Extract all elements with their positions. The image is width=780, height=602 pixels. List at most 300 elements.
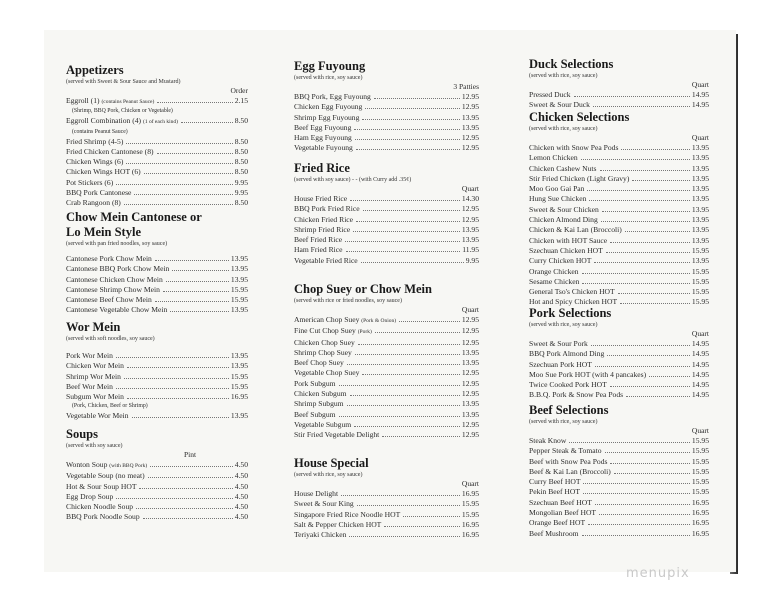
menu-item-detail: (contains Peanut Sauce) xyxy=(101,99,155,105)
menu-item xyxy=(529,339,709,349)
menu-item-price: 14.95 xyxy=(691,390,709,400)
section-subtitle: (served with soy sauce) xyxy=(66,443,123,449)
menu-item-name: House Delight xyxy=(294,489,339,498)
dot-leader xyxy=(170,311,229,312)
menu-item-price: 14.95 xyxy=(691,369,709,379)
menu-item-price: 16.95 xyxy=(461,530,479,540)
column-header: Quart xyxy=(691,329,709,338)
menu-item-price: 8.50 xyxy=(234,198,248,208)
menu-item-note: (contains Peanut Sauce) xyxy=(72,128,128,135)
dot-leader xyxy=(345,241,460,242)
menu-item-price: 15.95 xyxy=(230,371,248,381)
menu-item-name: Orange Chicken xyxy=(529,266,579,276)
dot-leader xyxy=(591,345,690,346)
menu-item-price: 13.95 xyxy=(230,351,248,360)
menu-item-price: 12.95 xyxy=(461,214,479,224)
menu-item-name: Chicken Cashew Nuts xyxy=(529,163,597,173)
dot-leader xyxy=(358,344,460,345)
dot-leader xyxy=(382,436,460,437)
menu-item xyxy=(294,420,479,430)
menu-item xyxy=(529,215,709,225)
menu-item xyxy=(294,194,479,204)
menu-item-price: 9.95 xyxy=(234,177,248,187)
menu-item xyxy=(529,174,709,184)
menu-item-name: Cantonese BBQ Pork Chow Mein xyxy=(66,264,170,274)
menu-item xyxy=(294,215,479,225)
menu-item-name: BBQ Pork Fried Rice xyxy=(294,204,360,214)
dot-leader xyxy=(181,122,233,123)
dot-leader xyxy=(136,508,233,509)
dot-leader xyxy=(134,194,232,195)
menu-item-name: Singapore Fried Rice Noodle HOT xyxy=(294,509,401,519)
dot-leader xyxy=(582,273,690,274)
menu-item-price: 16.95 xyxy=(691,528,709,538)
menu-item-name: Chicken Fried Rice xyxy=(294,214,354,224)
dot-leader xyxy=(127,367,229,368)
dot-leader xyxy=(621,149,689,150)
dot-leader xyxy=(354,426,460,427)
menu-item-name: Salt & Pepper Chicken HOT xyxy=(294,519,382,529)
menu-item xyxy=(294,499,479,509)
menu-item-name: Orange Beef HOT xyxy=(529,518,586,528)
menu-item xyxy=(529,164,709,174)
menu-item xyxy=(66,178,248,188)
dot-leader xyxy=(132,417,229,418)
menu-item-name: Pot Stickers (6) xyxy=(66,177,114,187)
menu-item-name: Curry Chicken HOT xyxy=(529,256,592,266)
menu-item-price: 13.95 xyxy=(230,254,248,263)
column-header: Quart xyxy=(691,133,709,142)
section-pork xyxy=(529,306,709,401)
menu-item-price: 12.95 xyxy=(461,326,479,336)
dot-leader xyxy=(403,516,460,517)
menu-item-name: Vegetable Wor Mein xyxy=(66,411,129,421)
section-title: Pork Selections xyxy=(529,306,612,320)
dot-leader xyxy=(363,210,460,211)
menu-item-name: BBQ Pork, Egg Fuyoung xyxy=(294,92,371,101)
menu-item xyxy=(66,188,248,198)
dot-leader xyxy=(384,526,460,527)
dot-leader xyxy=(362,119,460,120)
menu-item xyxy=(529,256,709,266)
menu-item-name: Moo Sue Pork HOT (with 4 pancakes) xyxy=(529,369,647,379)
menu-item-name: Crab Rangoon (8) xyxy=(66,198,121,208)
menu-item-price: 15.95 xyxy=(691,487,709,497)
menu-item-price: 13.95 xyxy=(461,235,479,245)
menu-item xyxy=(66,167,248,177)
menu-item-name: Chicken Noodle Soup xyxy=(66,502,134,512)
menu-item-detail: (Pork) xyxy=(357,329,372,336)
menu-item-price: 15.95 xyxy=(691,287,709,297)
item-list xyxy=(66,96,248,209)
dot-leader xyxy=(355,354,460,355)
section-title: Chicken Selections xyxy=(529,110,630,124)
menu-item-name: Chicken Chop Suey xyxy=(294,337,355,347)
menu-item-name: Chicken Almond Ding xyxy=(529,215,598,225)
menu-item-price: 14.95 xyxy=(691,100,709,110)
dot-leader xyxy=(605,452,690,453)
menu-item-price: 12.95 xyxy=(461,389,479,399)
menu-item xyxy=(294,113,479,123)
dot-leader xyxy=(126,143,232,144)
menu-item xyxy=(529,380,709,390)
dot-leader xyxy=(614,473,690,474)
menu-item xyxy=(529,370,709,380)
menu-item xyxy=(529,508,709,518)
menu-item xyxy=(529,277,709,287)
dot-leader xyxy=(362,374,460,375)
menu-item xyxy=(66,392,248,402)
menu-item-price: 9.95 xyxy=(234,188,248,198)
menu-item xyxy=(294,256,479,266)
menu-item-price: 14.95 xyxy=(691,339,709,348)
section-chop-suey xyxy=(294,282,479,441)
dot-leader xyxy=(582,283,690,284)
menu-item-price: 13.95 xyxy=(230,264,248,274)
menu-item-name: Vegetable Subgum xyxy=(294,419,352,429)
section-subtitle: (served with rice, soy sauce) xyxy=(529,73,598,79)
menu-item-price: 12.95 xyxy=(461,204,479,214)
menu-item xyxy=(294,368,479,378)
section-title-line-2: Lo Mein Style xyxy=(66,225,141,239)
menu-item-name: Cantonese Pork Chow Mein xyxy=(66,254,152,263)
menu-item-price: 8.50 xyxy=(234,116,248,126)
menu-item-name: Sesame Chicken xyxy=(529,276,580,286)
menu-item-name: Ham Fried Rice xyxy=(294,245,343,255)
menu-item-name: Chicken with HOT Sauce xyxy=(529,235,608,245)
menu-item-price: 16.95 xyxy=(691,508,709,518)
dot-leader xyxy=(124,378,229,379)
menu-item-name: Egg Drop Soup xyxy=(66,491,114,501)
menu-item-price: 13.95 xyxy=(230,411,248,421)
dot-leader xyxy=(587,190,689,191)
menu-item xyxy=(529,436,709,446)
menu-item xyxy=(294,204,479,214)
menu-item-price: 4.50 xyxy=(234,491,248,501)
menu-item-price: 16.95 xyxy=(691,518,709,528)
menu-item-price: 12.95 xyxy=(461,133,479,143)
menu-item-name: Cantonese Shrimp Chow Mein xyxy=(66,284,160,294)
dot-leader xyxy=(172,270,229,271)
menu-item-name: Moo Goo Gai Pan xyxy=(529,184,585,194)
menu-item xyxy=(294,143,479,153)
menu-item-price: 16.95 xyxy=(691,497,709,507)
dot-leader xyxy=(602,211,690,212)
menu-item xyxy=(529,518,709,528)
dot-leader xyxy=(155,301,229,302)
dot-leader xyxy=(574,96,690,97)
menu-item xyxy=(66,157,248,167)
menu-item-name: Chicken Egg Fuyoung xyxy=(294,102,363,112)
menu-item-name: Shrimp Fried Rice xyxy=(294,224,351,234)
section-duck xyxy=(529,57,709,111)
menu-item-price: 13.95 xyxy=(461,409,479,419)
menu-item-name: Sweet & Sour Chicken xyxy=(529,204,599,214)
menu-item xyxy=(66,254,248,264)
menu-item xyxy=(529,487,709,497)
menu-item xyxy=(66,96,248,107)
menu-item-name: Chicken Subgum xyxy=(294,389,347,399)
menu-item-detail: (Pork & Onion) xyxy=(361,318,397,324)
menu-item xyxy=(66,372,248,382)
menu-item-name: Beef Wor Mein xyxy=(66,381,113,391)
menu-item xyxy=(66,116,248,127)
menu-item-name: Ham Egg Fuyoung xyxy=(294,133,352,143)
menu-item-price: 15.95 xyxy=(230,284,248,294)
dot-leader xyxy=(606,252,690,253)
item-list xyxy=(294,92,479,154)
menu-item-price: 8.50 xyxy=(234,167,248,177)
section-fried-rice xyxy=(294,161,479,266)
menu-item-price: 12.95 xyxy=(461,378,479,388)
menu-item-price: 13.95 xyxy=(691,215,709,225)
menu-item xyxy=(66,382,248,392)
dot-leader xyxy=(593,106,690,107)
dot-leader xyxy=(349,536,460,537)
menu-item xyxy=(529,498,709,508)
dot-leader xyxy=(583,493,690,494)
menu-item xyxy=(66,305,248,315)
menu-item-name: Lemon Chicken xyxy=(529,153,578,163)
menu-item xyxy=(66,460,248,471)
menu-item-price: 13.95 xyxy=(691,194,709,204)
menu-item-price: 13.95 xyxy=(691,225,709,235)
menu-item-price: 13.95 xyxy=(461,112,479,122)
menu-item xyxy=(294,430,479,440)
menu-item-name: American Chop Suey xyxy=(294,315,360,324)
dot-leader xyxy=(157,153,233,154)
menu-item-price: 13.95 xyxy=(691,163,709,173)
menu-item xyxy=(294,235,479,245)
menu-item xyxy=(294,92,479,102)
menu-item-name: Chicken Wings HOT (6) xyxy=(66,167,141,177)
watermark-logo: menupix xyxy=(626,566,690,581)
item-list xyxy=(294,194,479,266)
menu-item-price: 12.95 xyxy=(461,368,479,378)
dot-leader xyxy=(607,355,690,356)
section-soups xyxy=(66,427,248,523)
menu-item-price: 12.95 xyxy=(461,315,479,324)
dot-leader xyxy=(581,159,690,160)
menu-item-name: Pork Subgum xyxy=(294,378,336,388)
dot-leader xyxy=(610,463,689,464)
menu-item-price: 13.95 xyxy=(691,204,709,214)
menu-item-price: 15.95 xyxy=(691,436,709,445)
menu-item-name: Hot and Spicy Chicken HOT xyxy=(529,297,618,307)
dot-leader xyxy=(632,180,690,181)
menu-item xyxy=(294,338,479,348)
menu-item-name: BBQ Pork Cantonese xyxy=(66,188,132,198)
menu-item-price: 15.95 xyxy=(230,295,248,305)
dot-leader xyxy=(157,102,232,103)
menu-item xyxy=(529,390,709,400)
menu-item-price: 12.95 xyxy=(461,92,479,101)
section-title: Soups xyxy=(66,427,98,441)
section-subtitle: (served with rice, soy sauce) xyxy=(294,472,363,478)
menu-item xyxy=(294,326,479,337)
menu-item-price: 13.95 xyxy=(691,184,709,194)
menu-item xyxy=(529,529,709,539)
menu-item-price: 4.50 xyxy=(234,502,248,512)
dot-leader xyxy=(620,303,690,304)
menu-item-name: Teriyaki Chicken xyxy=(294,530,347,540)
menu-item xyxy=(529,246,709,256)
section-appetizers xyxy=(66,63,248,209)
menu-item-name: Subgum Wor Mein xyxy=(66,392,124,402)
menu-item-name: Beef Subgum xyxy=(294,409,336,419)
menu-item-name: Vegetable Fried Rice xyxy=(294,255,358,265)
menu-item xyxy=(294,399,479,409)
menu-item xyxy=(529,457,709,467)
section-subtitle: (served with rice, soy sauce) xyxy=(529,419,598,425)
menu-item-name: Eggroll Combination (4) xyxy=(66,116,142,126)
item-list xyxy=(294,315,479,441)
menu-item-name: Vegetable Chop Suey xyxy=(294,368,360,378)
menu-item-name: Chicken Wor Mein xyxy=(66,361,124,371)
item-list xyxy=(66,460,248,523)
menu-item-price: 15.95 xyxy=(691,466,709,476)
menu-item-price: 14.30 xyxy=(461,194,479,203)
dot-leader xyxy=(582,535,690,536)
section-subtitle: (served with Sweet & Sour Sauce and Mustard) xyxy=(66,79,181,85)
menu-item-price: 15.95 xyxy=(691,477,709,487)
section-subtitle: (served with rice, soy sauce) xyxy=(294,75,363,81)
menu-item xyxy=(529,194,709,204)
menu-item-name: Pressed Duck xyxy=(529,90,571,99)
menu-item-price: 12.95 xyxy=(461,102,479,112)
section-title: Egg Fuyoung xyxy=(294,59,366,73)
menu-item xyxy=(529,349,709,359)
section-title: Wor Mein xyxy=(66,320,121,334)
menu-item-name: Sweet & Sour King xyxy=(294,499,354,509)
dot-leader xyxy=(399,321,460,322)
menu-item-price: 15.95 xyxy=(461,499,479,509)
dot-leader xyxy=(143,518,233,519)
menu-item-name: Chicken & Kai Lan (Broccoli) xyxy=(529,225,622,235)
menu-item xyxy=(294,510,479,520)
dot-leader xyxy=(610,386,690,387)
menu-item xyxy=(66,492,248,502)
menu-item-price: 16.95 xyxy=(461,519,479,529)
column-header: Quart xyxy=(461,305,479,314)
menu-item-name: Sweet & Sour Duck xyxy=(529,100,590,110)
menu-item xyxy=(529,184,709,194)
menu-item-name: Shrimp Egg Fuyoung xyxy=(294,112,360,122)
section-subtitle: (served with soft noodles, soy sauce) xyxy=(66,336,155,342)
menu-item-price: 16.95 xyxy=(461,489,479,498)
dot-leader xyxy=(357,505,460,506)
menu-item-name: BBQ Pork Noodle Soup xyxy=(66,512,140,522)
menu-item-price: 12.95 xyxy=(461,143,479,153)
menu-item xyxy=(66,264,248,274)
dot-leader xyxy=(148,477,233,478)
menu-item-price: 14.95 xyxy=(691,90,709,99)
menu-item-name: Chicken Wings (6) xyxy=(66,157,124,167)
menu-item xyxy=(66,198,248,208)
dot-leader xyxy=(595,504,690,505)
dot-leader xyxy=(375,332,460,333)
menu-item-price: 12.95 xyxy=(461,337,479,347)
menu-item-name: General Tso's Chicken HOT xyxy=(529,287,615,297)
menu-item-price: 12.95 xyxy=(461,430,479,440)
menu-item-price: 8.50 xyxy=(234,136,248,146)
menu-item-name: Twice Cooked Pork HOT xyxy=(529,380,607,390)
dot-leader xyxy=(365,108,460,109)
dot-leader xyxy=(355,139,460,140)
menu-item xyxy=(529,477,709,487)
column-header: Pint xyxy=(184,450,197,459)
menu-item xyxy=(529,236,709,246)
dot-leader xyxy=(374,98,460,99)
section-subtitle: (served with soy sauce) - - (with Curry add .35¢) xyxy=(294,177,412,183)
menu-item xyxy=(529,205,709,215)
dot-leader xyxy=(601,221,690,222)
menu-item-price: 13.95 xyxy=(691,153,709,163)
dot-leader xyxy=(569,442,690,443)
dot-leader xyxy=(594,262,689,263)
menu-item xyxy=(294,348,479,358)
menu-item-name: Fried Chicken Cantonese (8) xyxy=(66,146,154,156)
dot-leader xyxy=(166,281,229,282)
menu-item-price: 12.95 xyxy=(461,419,479,429)
menu-item xyxy=(294,102,479,112)
column-header: Quart xyxy=(461,479,479,488)
section-subtitle: (served with rice or fried noodles, soy sauce) xyxy=(294,298,402,304)
section-egg-fuyoung xyxy=(294,59,479,154)
menu-item-name: Steak Know xyxy=(529,436,567,445)
menu-item-name: Pork Wor Mein xyxy=(66,351,113,360)
dot-leader xyxy=(356,221,460,222)
menu-item-name: Cantonese Vegetable Chow Mein xyxy=(66,305,168,315)
dot-leader xyxy=(583,483,689,484)
dot-leader xyxy=(589,200,690,201)
menu-item-name: Beef Egg Fuyoung xyxy=(294,122,352,132)
menu-item-price: 15.95 xyxy=(691,276,709,286)
menu-item xyxy=(529,225,709,235)
section-house-special xyxy=(294,456,479,540)
section-subtitle: (served with pan fried noodles, soy sauce) xyxy=(66,241,168,247)
section-beef xyxy=(529,403,709,539)
dot-leader xyxy=(347,364,460,365)
section-chicken xyxy=(529,110,709,308)
menu-item xyxy=(66,285,248,295)
menu-item xyxy=(66,351,248,361)
menu-item xyxy=(66,471,248,481)
menu-item xyxy=(66,482,248,492)
dot-leader xyxy=(126,163,232,164)
menu-item-price: 15.95 xyxy=(691,456,709,466)
menu-item-name: Stir Fried Chicken (Light Gravy) xyxy=(529,173,630,183)
dot-leader xyxy=(353,231,460,232)
menu-item-name: BBQ Pork Almond Ding xyxy=(529,349,605,359)
menu-item xyxy=(294,520,479,530)
menu-item xyxy=(529,360,709,370)
menu-item-price: 13.95 xyxy=(461,399,479,409)
menu-item-price: 9.95 xyxy=(465,255,479,265)
item-list xyxy=(529,339,709,401)
dot-leader xyxy=(116,357,229,358)
menu-item-name: Szechuan Beef HOT xyxy=(529,497,592,507)
menu-item-price: 13.95 xyxy=(461,224,479,234)
dot-leader xyxy=(124,204,233,205)
menu-item-price: 13.95 xyxy=(461,358,479,368)
section-title: House Special xyxy=(294,456,369,470)
menu-item xyxy=(294,489,479,499)
menu-item xyxy=(529,90,709,100)
section-subtitle: (served with rice, soy sauce) xyxy=(529,126,598,132)
dot-leader xyxy=(626,396,690,397)
column-header: Quart xyxy=(691,80,709,89)
